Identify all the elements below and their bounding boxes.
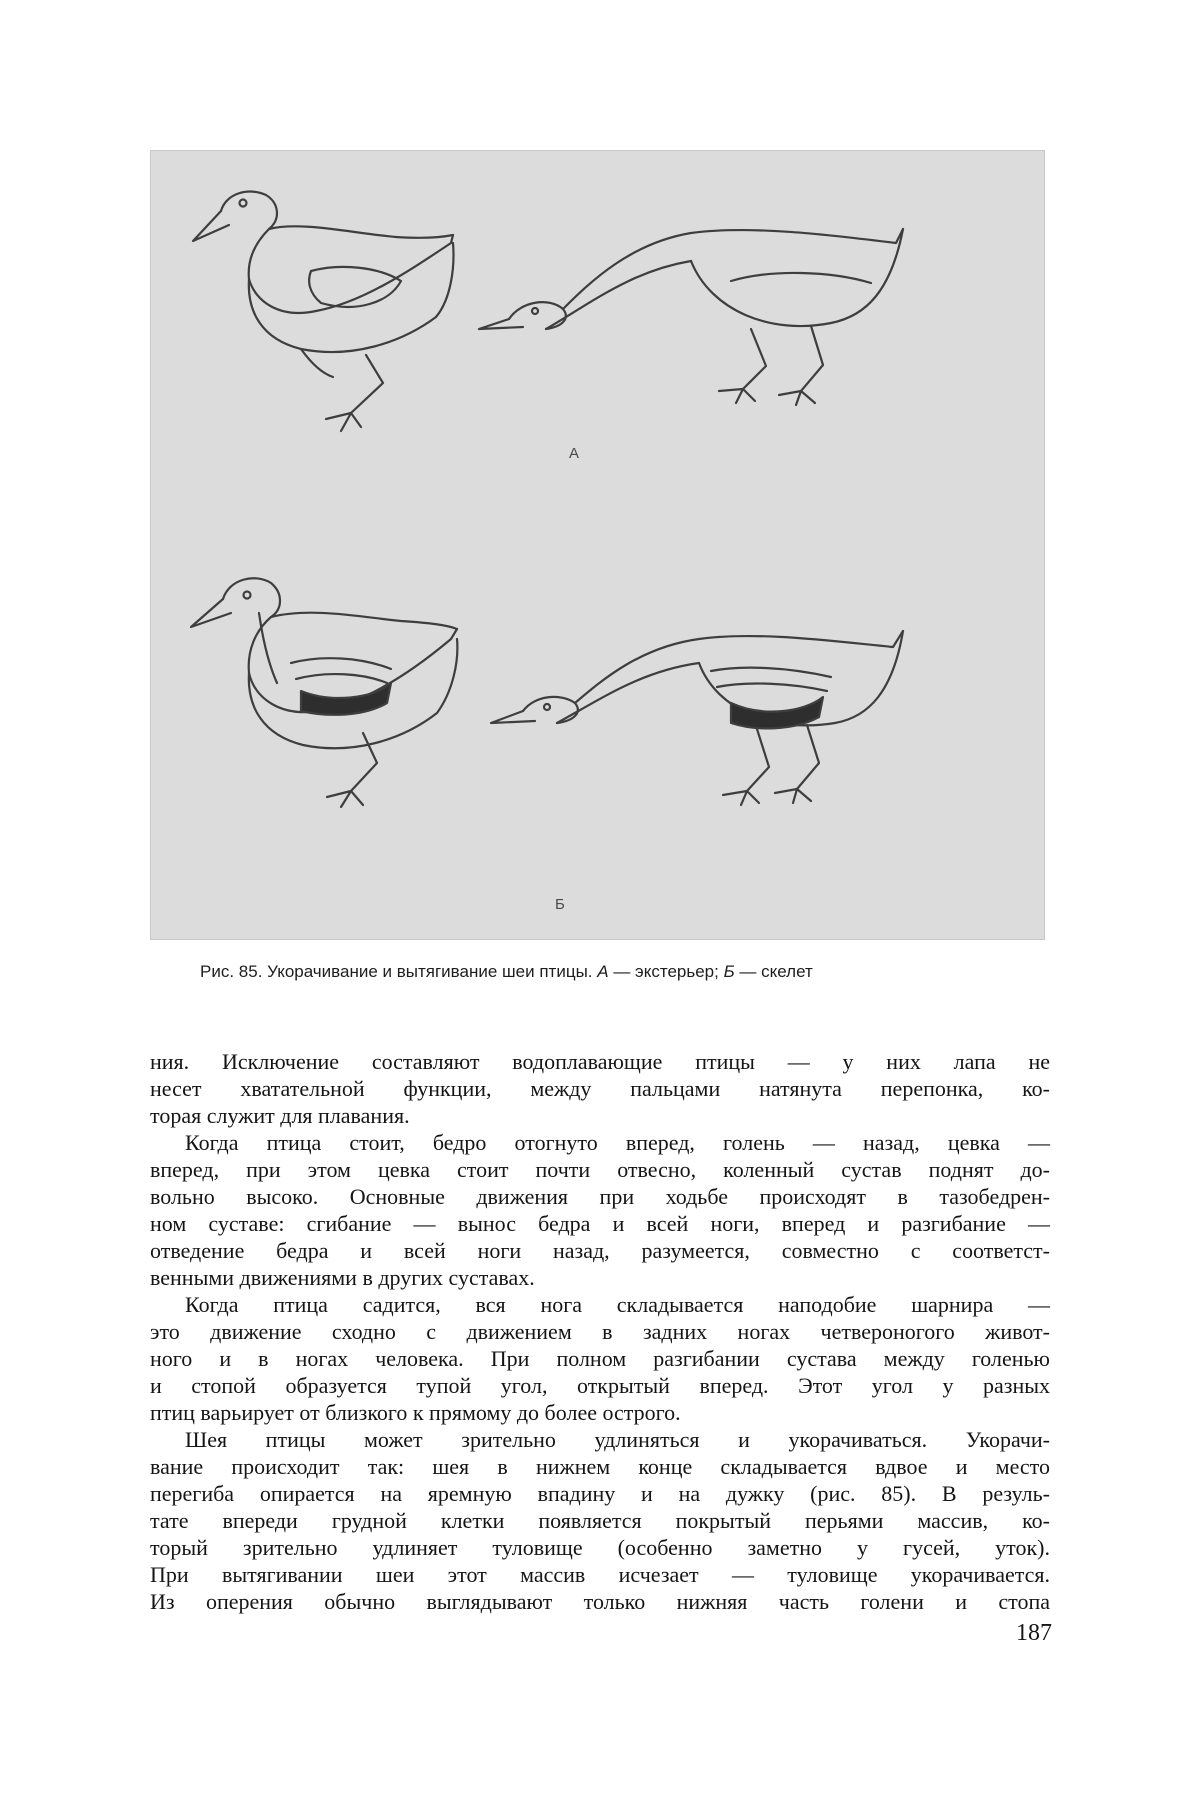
text-line: Когда птица садится, вся нога складывается наподобие шарнира — (185, 1292, 1050, 1317)
caption-text-b: — скелет (739, 962, 813, 981)
text-line: тате впереди грудной клетки появляется покрытый перьями массив, ко- (150, 1508, 1050, 1533)
text-line: Когда птица стоит, бедро отогнуто вперед, голень — назад, цевка — (185, 1130, 1050, 1155)
goose-skeleton-neck-extended (491, 631, 903, 805)
caption-text-a: — экстерьер; (613, 962, 719, 981)
figure-caption (200, 962, 1000, 982)
text-line: перегиба опирается на яремную впадину и на дужку (рис. 85). В резуль- (150, 1481, 1050, 1506)
panel-label-a: А (569, 445, 580, 462)
text-line: это движение сходно с движением в задних ногах четвероногого живот- (150, 1319, 1050, 1344)
text-line: несет хватательной функции, между пальцами натянута перепонка, ко- (150, 1076, 1050, 1101)
text-line: торый зрительно удлиняет туловище (особенно заметно у гусей, уток). (150, 1535, 1050, 1560)
body-text (150, 1048, 1050, 1615)
text-line: ния. Исключение составляют водоплавающие птицы — у них лапа не (150, 1049, 1050, 1074)
text-line: Шея птицы может зрительно удлиняться и укорачиваться. Укорачи- (185, 1427, 1050, 1452)
paragraph (150, 1291, 1050, 1426)
text-line: ном суставе: сгибание — вынос бедра и всей ноги, вперед и разгибание — (150, 1211, 1050, 1236)
paragraph (150, 1129, 1050, 1291)
text-line: венными движениями в других суставах. (150, 1265, 535, 1290)
text-line: При вытягивании шеи этот массив исчезает — туловище укорачивается. (150, 1562, 1050, 1587)
duck-skeleton-neck-shortened (191, 578, 457, 807)
text-line: Из оперения обычно выглядывают только нижняя часть голени и стопа (150, 1589, 1050, 1614)
text-line: вание происходит так: шея в нижнем конце складывается вдвое и место (150, 1454, 1050, 1479)
figure-85 (150, 150, 1045, 940)
text-line: торая служит для плавания. (150, 1103, 410, 1128)
paragraph (150, 1048, 1050, 1129)
bird-drawings (151, 151, 1046, 941)
text-line: отведение бедра и всей ноги назад, разумеется, совместно с соответст- (150, 1238, 1050, 1263)
caption-letter-a: А (597, 962, 609, 981)
text-line: и стопой образуется тупой угол, открытый вперед. Этот угол у разных (150, 1373, 1050, 1398)
caption-title: Укорачивание и вытягивание шеи птицы. (267, 962, 593, 981)
text-line: ного и в ногах человека. При полном разгибании сустава между голенью (150, 1346, 1050, 1371)
panel-label-b: Б (555, 896, 565, 913)
caption-figure-number: Рис. 85. (200, 962, 263, 981)
caption-letter-b: Б (723, 962, 735, 981)
text-line: вольно высоко. Основные движения при ходьбе происходят в тазобедрен- (150, 1184, 1050, 1209)
duck-exterior-neck-shortened (193, 192, 453, 431)
text-line: вперед, при этом цевка стоит почти отвесно, коленный сустав поднят до- (150, 1157, 1050, 1182)
text-line: птиц варьирует от близкого к прямому до более острого. (150, 1400, 681, 1425)
page-number: 187 (1016, 1620, 1052, 1646)
goose-exterior-neck-extended (479, 229, 903, 405)
paragraph (150, 1426, 1050, 1615)
